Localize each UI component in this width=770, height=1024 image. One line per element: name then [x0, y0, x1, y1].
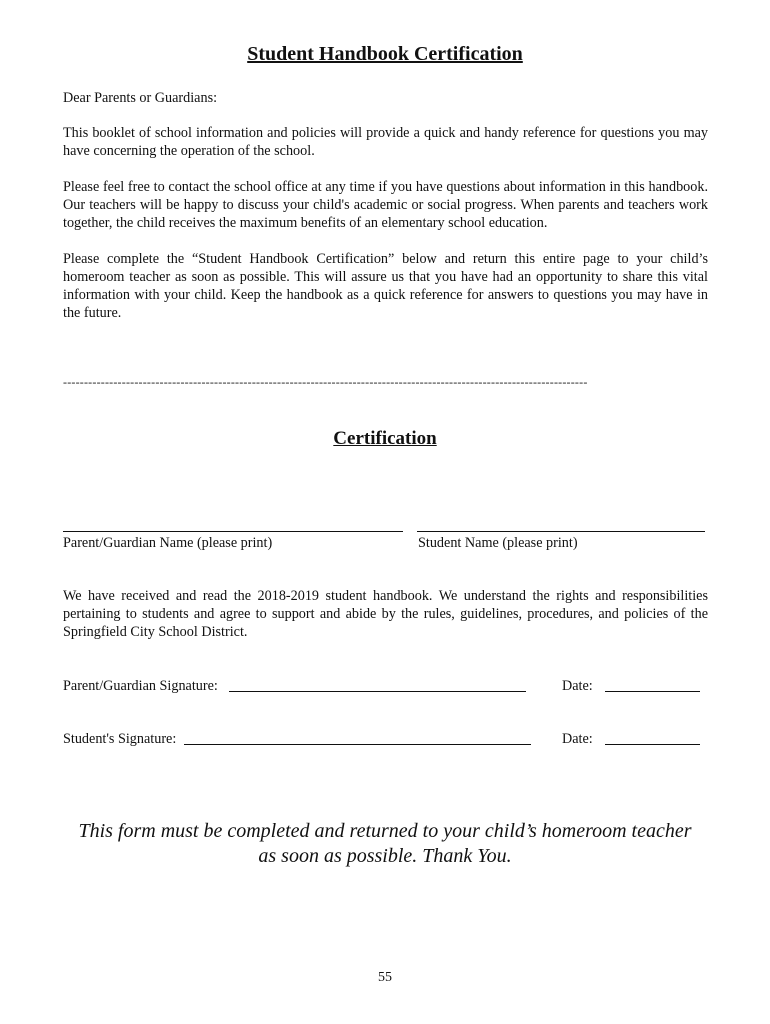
- contact-paragraph: Please feel free to contact the school office at any time if you have questions about information in this handbook. Our teachers will be happy to discuss your child's academic or social progress. When parents and teachers work together, the child receives the maximum benefits of an elementary school education.: [63, 179, 708, 231]
- parent-date-label: Date:: [562, 678, 593, 694]
- parent-name-field[interactable]: [63, 531, 403, 532]
- parent-signature-label: Parent/Guardian Signature:: [63, 678, 218, 694]
- closing-note: [0, 819, 770, 869]
- instructions-paragraph: Please complete the “Student Handbook Certification” below and return this entire page to your child’s homeroom teacher as soon as possible. This will assure us that you have had an opportunity to share this vital information with your child. Keep the handbook as a quick reference for answers to questions you may have in the future.: [63, 251, 708, 321]
- student-name-field[interactable]: [417, 531, 705, 532]
- closing-line-1: This form must be completed and returned to your child’s homeroom teacher: [78, 820, 692, 842]
- closing-line-2: as soon as possible. Thank You.: [258, 845, 512, 867]
- certification-heading: Certification: [333, 428, 437, 449]
- salutation: Dear Parents or Guardians:: [63, 90, 218, 106]
- student-date-field[interactable]: [605, 744, 700, 745]
- student-signature-field[interactable]: [184, 744, 531, 745]
- parent-date-field[interactable]: [605, 691, 700, 692]
- student-name-label: Student Name (please print): [418, 535, 578, 551]
- cut-line-divider: -----------------------------------------------------------------------------------------------------------------------------: [63, 375, 588, 389]
- parent-signature-field[interactable]: [229, 691, 526, 692]
- acknowledgement-statement: We have received and read the 2018-2019 student handbook. We understand the rights and responsibilities pertaining to students and agree to support and abide by the rules, guidelines, procedures, and policies of the Springfield City School District.: [63, 588, 708, 640]
- student-date-label: Date:: [562, 731, 593, 747]
- student-signature-label: Student's Signature:: [63, 731, 177, 747]
- intro-paragraph: This booklet of school information and policies will provide a quick and handy reference for questions you may have concerning the operation of the school.: [63, 125, 708, 159]
- page-title: Student Handbook Certification: [247, 43, 523, 65]
- page-number: 55: [378, 970, 392, 985]
- parent-name-label: Parent/Guardian Name (please print): [63, 535, 273, 551]
